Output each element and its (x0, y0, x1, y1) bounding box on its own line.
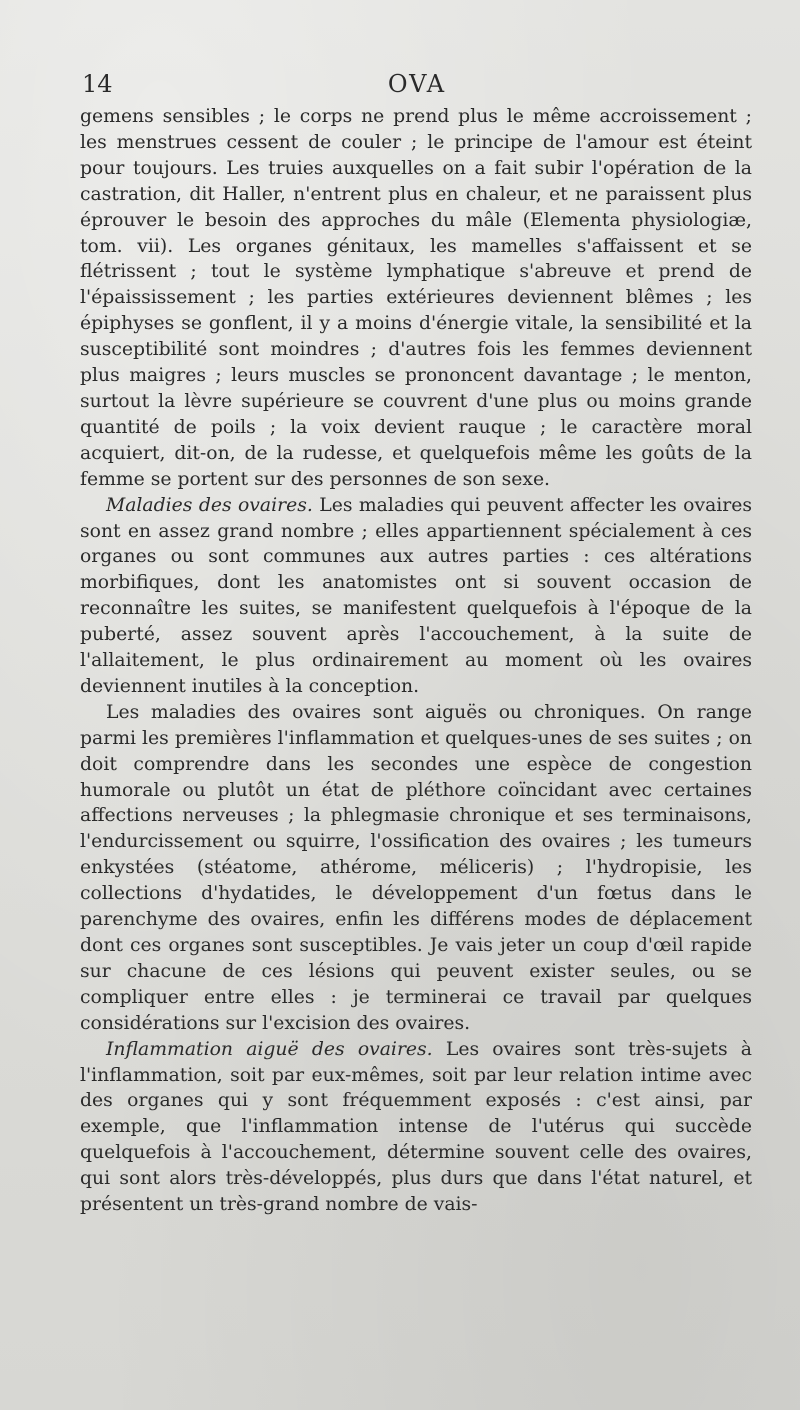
paragraph-text: Les maladies des ovaires sont aiguës ou chroniques. On range parmi les premières l'inflammation et quelques-unes de ses suites ; on doit comprendre dans les secondes une espèce de congestion humorale ou plutôt un état de pléthore coïncidant avec certaines affections nerveuses ; la phlegmasie chronique et ses terminaisons, l'endurcissement ou squirre, l'ossification des ovaires ; les tumeurs enkystées (stéatome, athérome, méliceris) ; l'hydropisie, les collections d'hydatides, le développement d'un fœtus dans le parenchyme des ovaires, enfin les différens modes de déplacement dont ces organes sont susceptibles. Je vais jeter un coup d'œil rapide sur chacune de ces lésions qui peuvent exister seules, ou se compliquer entre elles : je terminerai ce travail par quelques considérations sur l'excision des ovaires. (80, 701, 752, 1034)
paragraph (80, 493, 752, 700)
section-heading: Inflammation aiguë des ovaires. (106, 1038, 433, 1060)
page-header (82, 70, 752, 102)
running-title: OVA (387, 70, 447, 98)
page-number: 14 (82, 70, 113, 98)
paragraph (80, 1037, 752, 1218)
paragraph (80, 700, 752, 1037)
section-heading: Maladies des ovaires. (106, 494, 313, 516)
paragraph-text: gemens sensibles ; le corps ne prend plus le même accroissement ; les menstrues cessent de couler ; le principe de l'amour est éteint pour toujours. Les truies auxquelles on a fait subir l'opération de la castration, dit Haller, n'entrent plus en chaleur, et ne paraissent plus éprouver le besoin des approches du mâle (Elementa physiologiæ, tom. vii). Les organes génitaux, les mamelles s'affaissent et se flétrissent ; tout le système lymphatique s'abreuve et prend de l'épaississement ; les parties extérieures deviennent blêmes ; les épiphyses se gonflent, il y a moins d'énergie vitale, la sensibilité et la susceptibilité sont moindres ; d'autres fois les femmes deviennent plus maigres ; leurs muscles se prononcent davantage ; le menton, surtout la lèvre supérieure se couvrent d'une plus ou moins grande quantité de poils ; la voix devient rauque ; le caractère moral acquiert, dit-on, de la rudesse, et quelquefois même les goûts de la femme se portent sur des personnes de son sexe. (80, 106, 752, 490)
paragraph (80, 104, 752, 493)
paragraph-text: Les ovaires sont très-sujets à l'inflammation, soit par eux-mêmes, soit par leur relation intime avec des organes qui y sont fréquemment exposés : c'est ainsi, par exemple, que l'inflammation intense de l'utérus qui succède quelquefois à l'accouchement, détermine souvent celle des ovaires, qui sont alors très-développés, plus durs que dans l'état naturel, et présentent un très-grand nombre de vais- (80, 1038, 752, 1216)
body-text (80, 104, 752, 1218)
paragraph-text: Les maladies qui peuvent affecter les ovaires sont en assez grand nombre ; elles appartiennent spécialement à ces organes ou sont communes aux autres parties : ces altérations morbifiques, dont les anatomistes ont si souvent occasion de reconnaître les suites, se manifestent quelquefois à l'époque de la puberté, assez souvent après l'accouchement, à la suite de l'allaitement, le plus ordinairement au moment où les ovaires deviennent inutiles à la conception. (80, 494, 753, 697)
